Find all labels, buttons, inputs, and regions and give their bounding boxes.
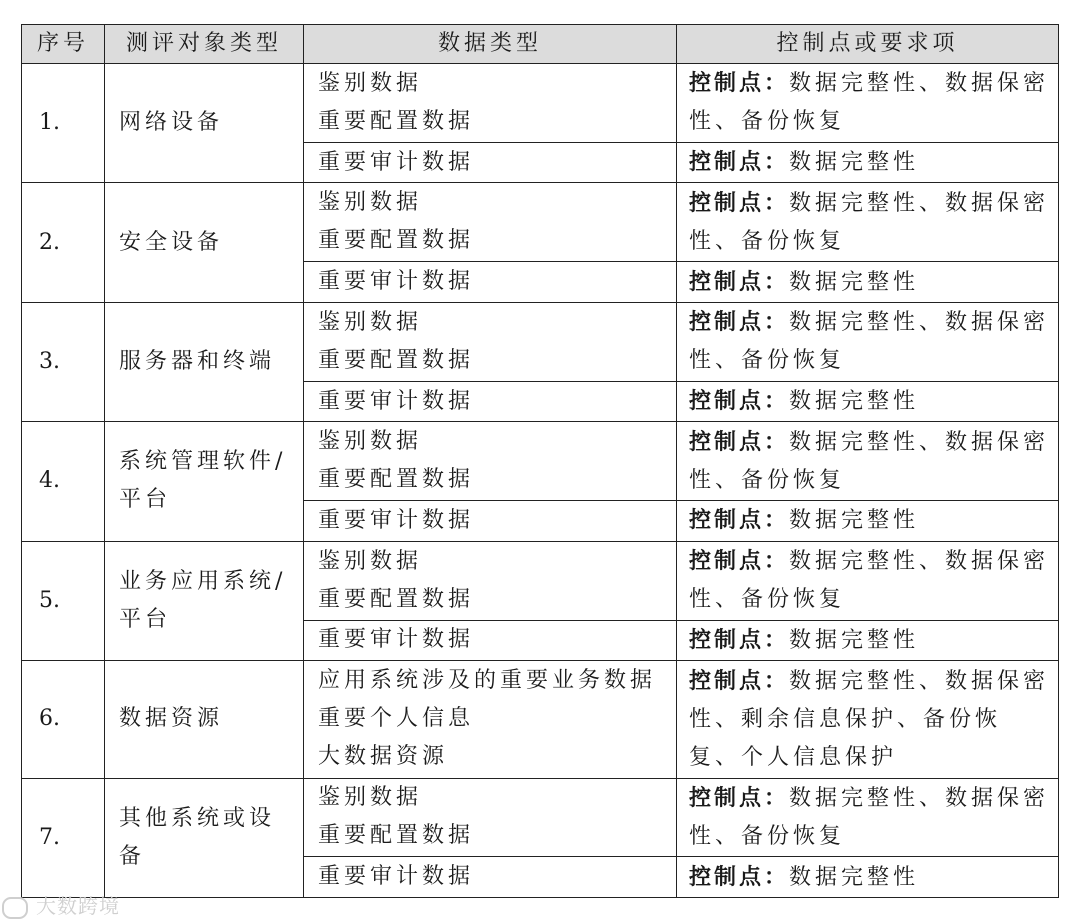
row-object-type-cell: 其他系统或设备: [105, 778, 304, 897]
row-data-type-cell: 鉴别数据 重要配置数据: [304, 183, 677, 262]
row-data-type-cell: 重要审计数据: [304, 620, 677, 660]
control-point-label: 控制点：: [689, 149, 790, 176]
control-point-label: 控制点：: [689, 189, 790, 216]
control-point-value: 数据完整性: [789, 269, 920, 295]
control-point-value: 数据完整性、数据保密性、备份恢复: [689, 190, 1050, 254]
control-point-value: 数据完整性: [789, 389, 920, 415]
control-point-value: 数据完整性、数据保密性、剩余信息保护、备份恢复、个人信息保护: [689, 668, 1050, 770]
row-object-type-cell: 网络设备: [105, 64, 304, 183]
watermark-text: 大数跨境: [36, 894, 120, 918]
row-control-point-cell: [677, 541, 1059, 620]
row-serial-cell: 3.: [22, 302, 105, 421]
table-row: [22, 422, 1059, 501]
control-point-label: 控制点：: [689, 309, 790, 336]
row-data-type-cell: 应用系统涉及的重要业务数据 重要个人信息 大数据资源: [304, 661, 677, 778]
row-data-type-cell: 鉴别数据 重要配置数据: [304, 541, 677, 620]
table-row: [22, 541, 1059, 620]
control-point-label: 控制点：: [689, 784, 790, 811]
row-control-point-cell: [677, 142, 1059, 182]
control-point-value: 数据完整性、数据保密性、备份恢复: [689, 71, 1050, 135]
control-point-value: 数据完整性: [789, 864, 920, 890]
row-data-type-cell: 鉴别数据 重要配置数据: [304, 64, 677, 143]
header-data-type: 数据类型: [304, 25, 677, 64]
row-data-type-cell: 重要审计数据: [304, 381, 677, 421]
row-serial-cell: 2.: [22, 183, 105, 302]
watermark-logo-icon: [2, 897, 28, 919]
control-point-value: 数据完整性、数据保密性、备份恢复: [689, 310, 1050, 374]
control-point-label: 控制点：: [689, 667, 790, 694]
row-control-point-cell: [677, 620, 1059, 660]
control-point-value: 数据完整性: [789, 150, 920, 176]
control-point-value: 数据完整性、数据保密性、备份恢复: [689, 549, 1050, 613]
row-object-type-cell: 服务器和终端: [105, 302, 304, 421]
row-serial-cell: 1.: [22, 64, 105, 183]
watermark: [2, 890, 120, 919]
row-data-type-cell: 鉴别数据 重要配置数据: [304, 422, 677, 501]
control-point-label: 控制点：: [689, 268, 790, 295]
row-control-point-cell: [677, 501, 1059, 541]
control-point-label: 控制点：: [689, 428, 790, 455]
row-data-type-cell: 重要审计数据: [304, 857, 677, 898]
row-control-point-cell: [677, 857, 1059, 898]
row-control-point-cell: [677, 262, 1059, 302]
control-point-label: 控制点：: [689, 507, 790, 534]
row-serial-cell: 6.: [22, 661, 105, 778]
row-control-point-cell: [677, 64, 1059, 143]
control-point-label: 控制点：: [689, 388, 790, 415]
table-header-row: [22, 25, 1059, 64]
row-control-point-cell: [677, 778, 1059, 857]
table-row: [22, 302, 1059, 381]
control-point-label: 控制点：: [689, 70, 790, 97]
control-point-value: 数据完整性: [789, 508, 920, 534]
row-object-type-cell: 安全设备: [105, 183, 304, 302]
control-point-label: 控制点：: [689, 626, 790, 653]
row-object-type-cell: 系统管理软件/平台: [105, 422, 304, 541]
row-control-point-cell: [677, 661, 1059, 778]
row-serial-cell: 7.: [22, 778, 105, 897]
control-point-label: 控制点：: [689, 863, 790, 890]
table-row: [22, 661, 1059, 778]
row-object-type-cell: 数据资源: [105, 661, 304, 778]
row-data-type-cell: 重要审计数据: [304, 262, 677, 302]
header-object-type: 测评对象类型: [105, 25, 304, 64]
row-control-point-cell: [677, 302, 1059, 381]
control-point-value: 数据完整性: [789, 627, 920, 653]
row-serial-cell: 5.: [22, 541, 105, 660]
header-control-point: 控制点或要求项: [677, 25, 1059, 64]
row-serial-cell: 4.: [22, 422, 105, 541]
table-row: [22, 778, 1059, 857]
control-point-label: 控制点：: [689, 548, 790, 575]
row-data-type-cell: 鉴别数据 重要配置数据: [304, 778, 677, 857]
row-data-type-cell: 重要审计数据: [304, 142, 677, 182]
row-control-point-cell: [677, 422, 1059, 501]
row-data-type-cell: 鉴别数据 重要配置数据: [304, 302, 677, 381]
data-security-table: [21, 24, 1059, 898]
row-data-type-cell: 重要审计数据: [304, 501, 677, 541]
control-point-value: 数据完整性、数据保密性、备份恢复: [689, 429, 1050, 493]
row-control-point-cell: [677, 381, 1059, 421]
row-control-point-cell: [677, 183, 1059, 262]
table-row: [22, 183, 1059, 262]
control-point-value: 数据完整性、数据保密性、备份恢复: [689, 785, 1050, 849]
header-serial: 序号: [22, 25, 105, 64]
table-row: [22, 64, 1059, 143]
row-object-type-cell: 业务应用系统/平台: [105, 541, 304, 660]
